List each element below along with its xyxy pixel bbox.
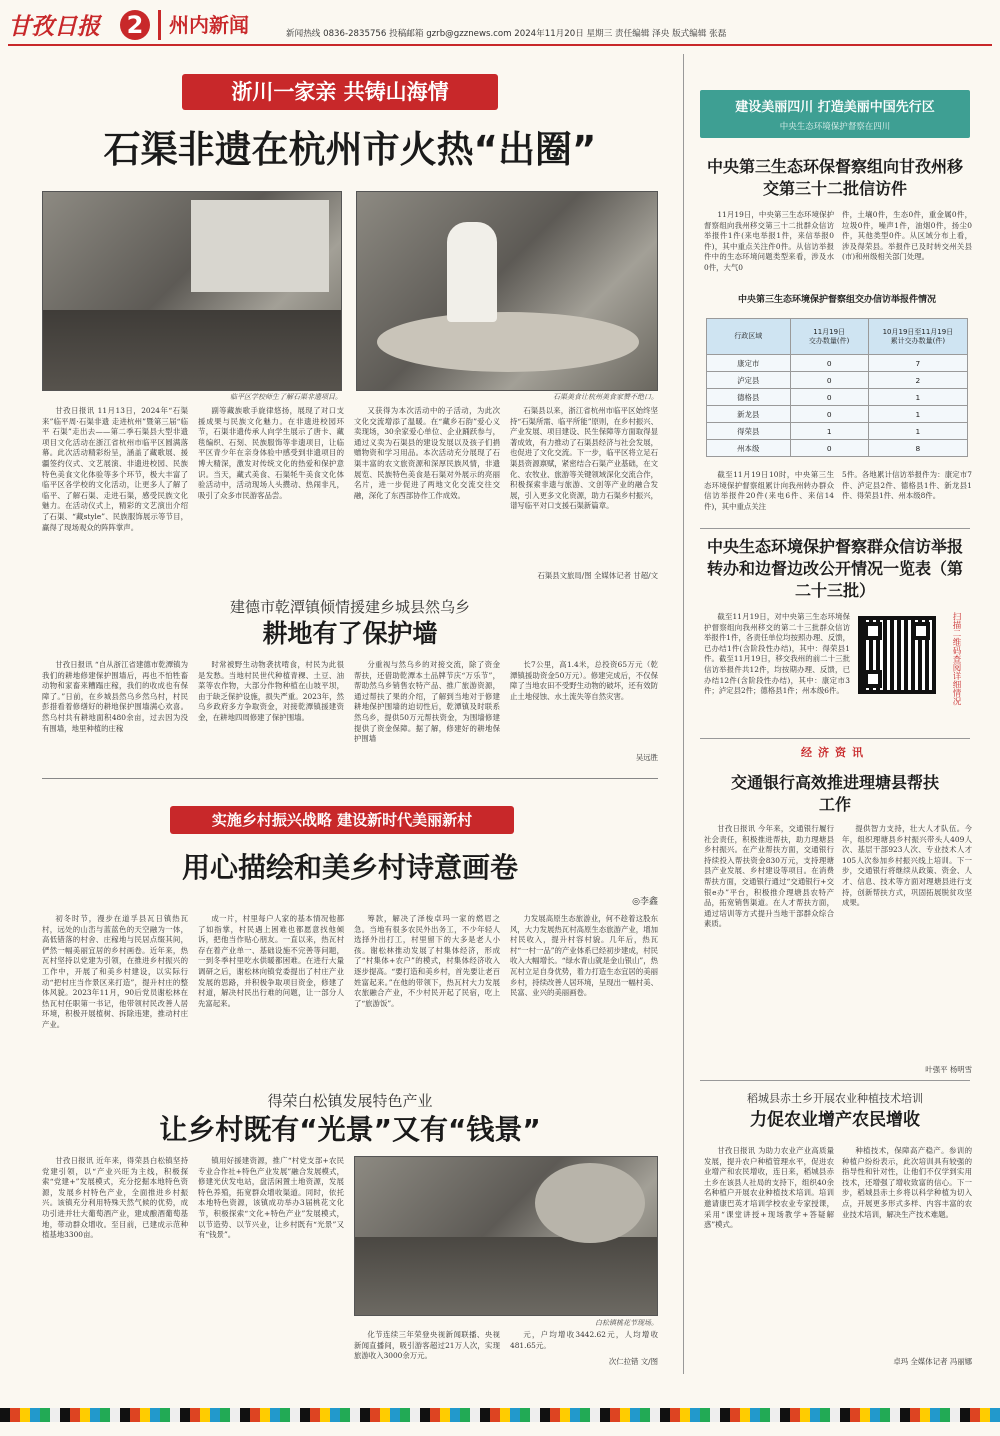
a4-kicker: 得荣白松镇发展特色产业: [267, 1092, 433, 1110]
r2-headline: 中央生态环境保护督察群众信访举报转办和边督边改公开情况一览表（第二十三批）: [706, 537, 963, 600]
table-cell: 0: [790, 440, 868, 457]
table-row: [707, 423, 968, 440]
right-divider-1: [700, 528, 970, 529]
r4-headline: 力促农业增产农民增收: [750, 1110, 920, 1130]
blue-banner-title: 建设美丽四川 打造美丽中国先行区: [735, 100, 935, 115]
table-cell: 0: [790, 389, 868, 406]
masthead: [0, 0, 1000, 48]
table-cell: 0: [790, 372, 868, 389]
color-bar: [0, 1408, 1000, 1422]
table-cell: 1: [868, 406, 967, 423]
left-divider: [42, 778, 658, 779]
table-cell: 得荣县: [707, 423, 791, 440]
r1-report-table: [706, 318, 968, 457]
masthead-rule: [8, 44, 992, 46]
a2-col-4: 长7公里，高1.4米，总投资65万元（乾潭镇援助资金50万元）。修建完成后，不仅保障了当地农田不受野生动物的破坏，还有效防止土地侵蚀、水土流失等自然灾害。: [510, 660, 658, 701]
a2-kicker: 建德市乾潭镇倾情援建乡城县然乌乡: [229, 598, 470, 616]
r3-col-2: 提供智力支持，壮大人才队伍。今年，组织理塘县乡村振兴带头人409人次、基层干部923人次、专业技术人才105人次参加乡村振兴线上培训。下一步，交通银行将继续从政策、资金、人才、信息、技术等方面对理塘县进行支持，创新帮扶方式，巩固拓展脱贫攻坚成果。: [842, 824, 972, 908]
a3-author: ◎李鑫: [632, 897, 658, 907]
a3-headline: 用心描绘和美乡村诗意画卷: [181, 851, 518, 884]
table-row: [707, 355, 968, 372]
r1-table: [706, 318, 968, 457]
a2-headline: 耕地有了保护墙: [262, 619, 438, 648]
r1-after-col-2: 5件。各地累计信访举报件为：康定市7件、泸定县2件、德格县1件、新龙县1件、得荣县1件、州本级8件。: [842, 470, 972, 501]
qr-corner: [864, 670, 882, 688]
a4-headline: 让乡村既有“光景”又有“钱景”: [159, 1113, 541, 1146]
crowd-shape: [355, 1237, 658, 1316]
r3-col-1: 甘孜日报讯 今年来，交通银行履行社会责任，积极推进帮扶，助力理塘县乡村振兴。在产业帮扶方面，交通银行持续投入帮扶资金830万元，支持理塘县产业发展、乡村建设等项目。在消费帮扶方面，交通银行通过“交通银行+交银e办”平台，积极推介理塘县农特产品，拓宽销售渠道。在人才帮扶方面，通过培训等方式提升当地干部群众综合素质。: [704, 824, 834, 929]
a1-photo-1-caption: 临平区学校师生了解石渠非遗项目。: [230, 393, 342, 401]
page-number: 2: [120, 10, 150, 40]
r1-headline: 中央第三生态环保督察组向甘孜州移交第三十二批信访件: [706, 157, 963, 198]
qr-corner: [912, 622, 930, 640]
table-cell: 1: [868, 389, 967, 406]
qr-code: [858, 616, 936, 694]
econ-section-label: 经济资讯: [801, 746, 869, 759]
r1-table-title: 中央第三生态环境保护督察组交办信访举报件情况: [737, 295, 936, 305]
a1-photo-2: [356, 191, 658, 391]
stage-shape: [43, 310, 342, 391]
a2-col-3: 分重视与然乌乡的对接交流，除了资金帮扶，还借助乾潭本土品牌节庆“万乐节”，帮助然乌乡销售农特产品、推广旅游资源，通过帮扶了果的介绍，了解到当地对于修建耕地保护围墙的迫切性后，乾潭镇及时联系然乌乡，提供50万元帮扶资金，为围墙修建提供了资金保障。据了解，修建好的耕地保护围墙: [354, 660, 500, 744]
table-cell: 2: [868, 372, 967, 389]
table-cell: 州本级: [707, 440, 791, 457]
screen-shape: [191, 200, 329, 292]
r4-byline: 卓玛 全媒体记者 冯丽娜: [893, 1357, 972, 1366]
table-cell: 1: [790, 423, 868, 440]
a1-col-3: 又获得为本次活动中的子活动，为此次文化交流增添了温暖。在“藏乡石韵”爱心义卖现场，30余家爱心单位、企业踊跃参与，通过义卖为石渠县的建设发展以及孩子们捐赠物资和学习用品。本次活动充分展现了石渠丰富的农文旅资源和深厚民族风情，非遗展览、民族特色美食是石渠对外展示的亮丽名片，进一步促进了两地文化交流交往交融，深化了东西部协作工作成效。: [354, 406, 500, 500]
r2-text: 截至11月19日，对中央第三生态环境保护督察组向我州移交的第二十三批群众信访举报件1件，各责任单位均按照办理、反馈，已办结1件(含阶段性办结)，其中：得荣县1件。截至11月19日，移交我州的前二十三批信访举报件共12件，均按期办理、反馈，已办结12件(含阶段性办结)，其中：康定市3件；泸定县2件；德格县1件；州本级6件。: [704, 612, 850, 696]
banner-rural: 实施乡村振兴战略 建设新时代美丽新村: [170, 806, 514, 834]
r1-col-2: 件，土壤0件，生态0件，重金属0件，垃圾0件，噪声1件，油烟0件，扬尘0件，其他类型0件。从区域分布上看，涉及得荣县。举报件已及时转交州关县(市)和州级相关部门处理。: [842, 210, 972, 262]
a4-photo: [354, 1156, 658, 1316]
table-header-row: [707, 319, 968, 355]
tree-shape: [535, 1163, 645, 1243]
a3-col-3: 筹款，解决了泽梭卓玛一家的燃眉之急。当地有很多农民外出务工，不少年轻人选择外出打工，村里留下的大多是老人小孩。谢松林推动发展了村集体经济，形成了“村集体+农户”的模式，村集体经济收入逐步提高。“要打造和美乡村，首先要让老百姓富起来。”在他的带领下，热瓦村大力发展农旅融合产业，不少村民开起了民宿，吃上了“旅游饭”。: [354, 914, 500, 1008]
a4-byline: 次仁拉错 文/图: [608, 1357, 658, 1366]
r4-col-1: 甘孜日报讯 为助力农业产业高质量发展，提升农户种植管理水平，促进农业增产和农民增收，连日来，稻城县赤土乡在该县人社局的支持下，组织40余名种植户开展农业种植技术培训。培训邀请康巴英才培训学校农业专家授课，采用“课堂讲授+现场教学+答疑解惑”模式。: [704, 1146, 834, 1230]
a1-col-2: 副等藏族歌手旋律悠扬，展现了对口支援成果与民族文化魅力。在非遗进校园环节，石渠非遗传承人向学生展示了唐卡、藏毯编织、石刻、民族服饰等非遗项目，让临平区青少年在亲身体验中感受到非遗项目的博大精深，激发对传统文化的热爱和保护意识。当天，藏式美食、石渠牦牛美食文化体验活动中，活动现场人头攒动、热闹非凡，吸引了众多市民游客品尝。: [198, 406, 344, 500]
a2-col-2: 时常被野生动物袭扰啃食，村民为此很是发愁。当地村民世代种植青稞、土豆、油菜等农作物，大部分作物种植在山坡平坝，由于缺乏保护设施，损失严重。2023年，然乌乡政府多方争取资金，对接乾潭镇援建资金，在耕地四周修建了保护围墙。: [198, 660, 344, 722]
a4-photo-caption: 白松镇桃花节现场。: [595, 1319, 658, 1327]
table-cell: 1: [868, 423, 967, 440]
a1-photo-2-caption: 石渠美食让杭州美食家赞不绝口。: [553, 393, 658, 401]
blue-banner: [700, 90, 970, 138]
table-cell: 康定市: [707, 355, 791, 372]
table-cell: 德格县: [707, 389, 791, 406]
a4-col-4: 元，户均增收3442.62元，人均增收481.65元。: [510, 1330, 658, 1350]
a1-byline: 石渠县文旅局/图 全媒体记者 甘超/文: [537, 571, 658, 580]
qr-corner: [864, 622, 882, 640]
table-row: [707, 372, 968, 389]
a1-col-1: 甘孜日报讯 11月13日，2024年“石渠来”临平周·石渠非遗 走进杭州”暨第三届“临平 石渠”走出去——第二季石渠县大型非遗项目文化活动在浙江省杭州市临平区圆满落幕。此次活动精彩纷呈，涵盖了藏歌展、援疆签约仪式、文艺展演、非遗进校园、民族特色美食文化体验等多个环节，极大丰富了临平区各学校的文化活动，让更多人了解了临平、了解石渠、走进石渠，感受民族文化魅力。在活动仪式上，精彩的文艺演出介绍了石渠、“藏style”、民族服饰展示等节目，赢得了现场观众的阵阵掌声。: [42, 406, 188, 532]
r4-col-2: 种植技术，保障高产稳产。参训的种植户纷纷表示，此次培训具有较强的指导性和针对性，让他们不仅学到实用技术，还增强了增收致富的信心。下一步，稻城县赤土乡将以科学种植为切入点，开展更多形式多样、内容丰富的农业技术培训，解决生产技术难题。: [842, 1146, 972, 1219]
table-cell: 0: [790, 406, 868, 423]
a4-col-1: 甘孜日报讯 近年来，得荣县白松镇坚持党建引领，以“产业兴旺为主线，积极探索“党建+”发展模式，充分挖掘本地特色资源，发展乡村特色产业，全面推进乡村振兴。该镇充分利用特殊天然气候的优势，成功引进并壮大葡萄酒产业，建成酿酒葡萄基地，带动群众增收。至目前，已建成示范种植基地3300亩。: [42, 1156, 188, 1240]
r1-after-col-1: 截至11月19日10时，中央第三生态环境保护督察组累计向我州转办群众信访举报件20件(来电6件、来信14件)，其中重点关注: [704, 470, 834, 511]
paper-logo: 甘孜日报: [8, 13, 100, 40]
masthead-info: 新闻热线 0836-2835756 投稿邮箱 gzrb@gzznews.com 2024年11月20日 星期三 责任编辑 泽央 版式编辑 张磊: [286, 29, 727, 39]
table-header: 11月19日 交办数量(件): [790, 319, 868, 355]
right-divider-2: [700, 738, 970, 739]
a3-col-2: 成一片，村里每户人家的基本情况他都了如指掌，村民遇上困难也都愿意找他倾诉，把他当作贴心朋友。一直以来，热瓦村存在着产业单一、基础设施不完善等问题，一到冬季村里吃水供暖都困难。在进行大量调研之后，谢松林向镇党委提出了村庄产业发展的思路，并积极争取项目资金，修建了村道，解决村民出行难的问题，让一部分人先富起来。: [198, 914, 344, 1008]
a2-byline: 吴远胜: [635, 753, 658, 762]
table-row: [707, 440, 968, 457]
r1-col-1: 11月19日，中央第三生态环境保护督察组向我州移交第三十二批群众信访举报件1件(来电举报1件，来信举报0件)，其中重点关注件0件。从信访举报件中的生态环境问题类型来看，涉及水0件，大气0: [704, 210, 834, 272]
a1-headline: 石渠非遗在杭州市火热“出圈”: [103, 128, 597, 171]
a1-photo-1: [42, 191, 342, 391]
table-row: [707, 406, 968, 423]
qr-label: 扫描二维码查阅详细情况: [951, 612, 961, 706]
table-header: 10月19日至11月19日 累计交办数量(件): [868, 319, 967, 355]
blue-banner-subtitle: 中央生态环境保护督察在四川: [779, 122, 891, 132]
banner-zhechuan: 浙川一家亲 共铸山海情: [182, 74, 498, 110]
a1-col-4: 石渠县以来，浙江省杭州市临平区始终坚持“石渠所需、临平所能”原则，在乡村振兴、产业发展、项目建设、民生保障等方面取得显著成效，有力推动了石渠县经济与社会发展，也促进了文化交流。下一步，临平区将立足石渠县资源禀赋，紧密结合石渠产业基础，在文化、农牧业、旅游等关键领域深化交流合作，积极探索非遗与旅游、文创等产业的融合发展，引入更多文化资源，助力石渠乡村振兴，谱写临平对口支援石渠新篇章。: [510, 406, 658, 511]
table-cell: 0: [790, 355, 868, 372]
a3-col-4: 力发展高原生态旅游业，何不趁着这股东风，大力发展热瓦村高原生态旅游产业，增加村民收入，提升村容村貌。几年后，热瓦村“一村一品”的产业体系已经初步建成，村民收入大幅增长。“绿水青山就是金山银山”，热瓦村立足自身优势，着力打造生态宜居的美丽乡村，持续改善人居环境，呈现出一幅村美、民富、业兴的美丽画卷。: [510, 914, 658, 998]
r3-headline: 交通银行高效推进理塘县帮扶工作: [730, 773, 939, 814]
a3-col-1: 初冬时节，漫步在道孚县瓦日镇热瓦村，远处的山峦与蓝蓝色的天空融为一体，高低错落的村舍、庄稼地与民居点缀其间，俨然一幅美丽宜居的乡村画卷。近年来，热瓦村坚持以党建为引领，在推进乡村振兴的工作中，开展了和美乡村建设，以实际行动“把村庄当作景区来打造”，提升村庄的整体风貌。2023年11月，90后党员谢松林在热瓦村任职第一书记，他带领村民改善人居环境，积极开展植树、拆除违建，推动村庄产业。: [42, 914, 188, 1029]
right-divider-3: [700, 1080, 970, 1081]
chef-shape: [447, 222, 497, 322]
r3-byline: 叶强平 杨明雪: [925, 1065, 972, 1074]
table-cell: 泸定县: [707, 372, 791, 389]
a2-col-1: 甘孜日报讯 “自从浙江省建德市乾潭镇为我们的耕地修建保护围墙后，再也不怕牲畜动物和家畜来糟蹋庄稼，我们的收成也有保障了。”日前，在乡城县然乌乡然乌村，村民彭措看着修缮好的耕地保护围墙满心欢喜。然乌村共有耕地面积480余亩，过去因为没有围墙，地里种植的庄稼: [42, 660, 188, 733]
table-cell: 7: [868, 355, 967, 372]
table-header: 行政区域: [707, 319, 791, 355]
table-cell: 8: [868, 440, 967, 457]
table-cell: 新龙县: [707, 406, 791, 423]
column-separator: [683, 54, 684, 1374]
section-name: 州内新闻: [158, 10, 278, 40]
table-shape: [377, 312, 639, 372]
table-row: [707, 389, 968, 406]
r4-kicker: 稻城县赤土乡开展农业种植技术培训: [747, 1092, 923, 1105]
a4-col-3: 化节连续三年荣登央视新闻联播、央视新闻直播间，吸引游客超过21万人次，实现旅游收入3000余万元。: [354, 1330, 500, 1361]
a4-col-2: 镇用好援建资源，推广“村党支部+农民专业合作社+特色产业发展”融合发展模式，修建光伏发电站，盘活闲置土地资源，发展特色养殖，拓宽群众增收渠道。同时，依托本地特色资源，该镇成功举办3届桃花文化节，积极探索“文化+特色产业”发展模式，以节造势、以节兴业，让乡村既有“光景”又有“钱景”。: [198, 1156, 344, 1240]
